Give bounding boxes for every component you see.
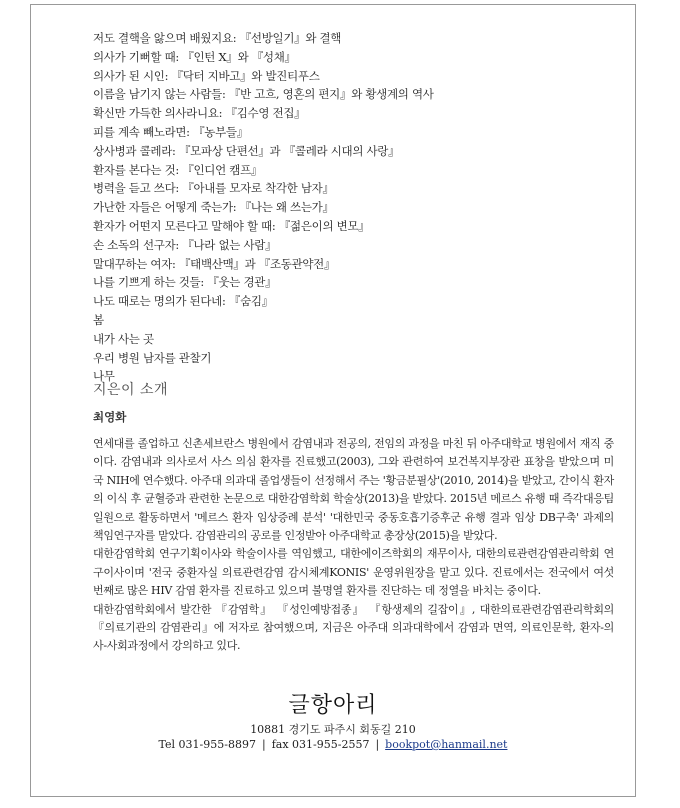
publisher-address: 10881 경기도 파주시 회동길 210: [250, 723, 416, 736]
toc-item: 저도 결핵을 앓으며 배웠지요: 『선방일기』와 결핵: [93, 31, 342, 45]
toc-item: 말대꾸하는 여자: 『태백산맥』과 『조동관약전』: [93, 256, 336, 271]
toc-item: 확신만 가득한 의사라니요: 『김수영 전집』: [93, 106, 306, 121]
toc-item: 가난한 자들은 어떻게 죽는가: 『나는 왜 쓰는가』: [93, 200, 334, 215]
toc-item: 우리 병원 남자를 관찰기: [93, 350, 212, 365]
toc-item: 나도 때로는 명의가 된다네: 『숨김』: [93, 294, 273, 309]
email-link[interactable]: bookpot@hanmail.net: [385, 738, 508, 751]
toc-item: 환자를 본다는 것: 『인디언 캠프』: [93, 162, 263, 177]
toc-item: 병력을 듣고 쓰다: 『아내를 모자로 착각한 남자』: [93, 181, 334, 196]
about-author-heading: 지은이 소개: [93, 382, 169, 398]
separator: |: [375, 738, 380, 751]
bio-paragraph: 대한감염학회 연구기획이사와 학술이사를 역임했고, 대한에이즈학회의 재무이사, 대한의료관련감염관리학회 연구이사이며 '전국 중환자실 의료관련감염 감시체계KONIS' 운영위원장을 맡고 있다. 진료에서는 전국에서 여섯 번째로 많은 HIV 감염 환자를 진료하고 있으며 불명열 환자를 진단하는 데 정열을 바치는 중이다.: [93, 547, 614, 598]
toc-item: 내가 사는 곳: [93, 331, 154, 346]
author-name: 최영화: [93, 410, 127, 424]
fax-number: fax 031-955-2557: [271, 738, 370, 751]
toc-item: 이름을 남기지 않는 사람들: 『반 고흐, 영혼의 편지』와 황생계의 역사: [93, 87, 434, 102]
table-of-contents: [93, 29, 434, 386]
bio-paragraph: 대한감염학회에서 발간한 『감염학』 『성인예방접종』 『항생제의 길잡이』, 대한의료관련감염관리학회의 『의료기관의 감염관리』에 저자로 참여했으며, 지금은 아주대 의과대학에서 감염과 면역, 의료인문학, 환자-의사-사회과정에서 강의하고 있다.: [93, 602, 614, 653]
toc-item: 환자가 어떤지 모른다고 말해야 할 때: 『젊은이의 변모』: [93, 218, 370, 233]
toc-item: 의사가 된 시인: 『닥터 지바고』와 발진티푸스: [93, 68, 320, 83]
book-page: [30, 4, 636, 797]
publisher-logo: 글항아리: [288, 693, 378, 718]
toc-item: 피를 계속 빼노라면: 『농부들』: [93, 124, 248, 139]
toc-item: 손 소독의 선구자: 『나라 없는 사람』: [93, 237, 277, 252]
toc-item: 의사가 기뻐할 때: 『인턴 X』와 『성채』: [93, 49, 296, 64]
author-bio: [93, 435, 614, 656]
toc-item: 상사병과 콜레라: 『모파상 단편선』과 『콜레라 시대의 사랑』: [93, 143, 400, 158]
separator: |: [261, 738, 266, 751]
toc-item: 나무: [93, 369, 115, 384]
phone-number: Tel 031-955-8897: [158, 738, 256, 751]
toc-item: 나를 기쁘게 하는 것들: 『웃는 경관』: [93, 275, 277, 290]
toc-item: 봄: [93, 312, 104, 327]
publisher-contact: [31, 738, 635, 751]
bio-paragraph: 연세대를 졸업하고 신촌세브란스 병원에서 감염내과 전공의, 전임의 과정을 마친 뒤 아주대학교 병원에서 재직 중이다. 감염내과 의사로서 사스 의심 환자를 진료했고(2003), 그와 관련하여 보건복지부장관 표창을 받았으며 미국 NIH에 연수했다. 아주대 의과대 졸업생들이 선정해서 주는 '황금분필상'(2010, 2014)을 받았고, 간이식 환자의 이식 후 균혈증과 관련한 논문으로 대한감염학회 학술상(2013)을 받았다. 2015년 메르스 유행 때 즉각대응팀 일원으로 활동하면서 '메르스 환자 임상증례 분석' '대한민국 중동호흡기증후군 유행 결과 임상 DB구축' 과제의 책임연구자를 맡았다. 감염관리의 공로를 인정받아 아주대학교 총장상(2015)을 받았다.: [93, 437, 614, 543]
